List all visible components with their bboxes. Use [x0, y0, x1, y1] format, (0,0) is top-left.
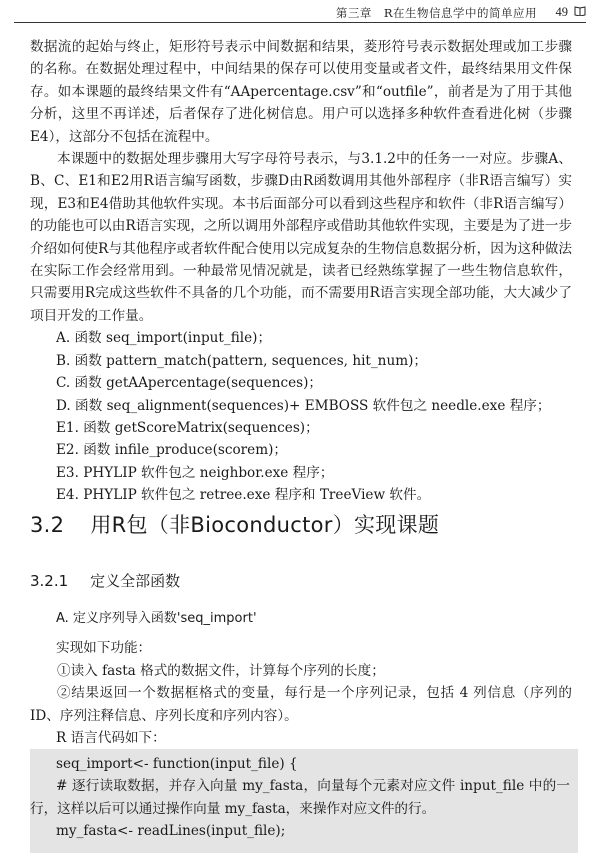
step-item: E2. 函数 infile_produce(scorem)；	[56, 442, 287, 459]
step-item: E1. 函数 getScoreMatrix(sequences)；	[56, 419, 319, 436]
step-item: E3. PHYLIP 软件包之 neighbor.exe 程序；	[56, 464, 334, 481]
function-a-section	[30, 608, 572, 749]
code-comment: # 逐行读取数据，并存入向量 my_fasta，向量每个元素对应文件 input_file 中的一行，这样以后可以通过操作向量 my_fasta，来操作对应文件的行。	[30, 778, 570, 817]
section-number: 3.2	[30, 513, 65, 537]
section-heading	[30, 509, 439, 539]
section-title: 用R包（非Bioconductor）实现课题	[90, 513, 440, 537]
function-a-intro: 实现如下功能：	[56, 640, 152, 657]
code-block	[30, 749, 578, 853]
paragraph-flow-description: 数据流的起始与终止，矩形符号表示中间数据和结果，菱形符号表示数据处理或加工步骤的名称。在数据处理过程中，中间结果的保存可以使用变量或者文件，最终结果用文件保存。如本课题的最终结果文件有“AApercentage.csv”和“outfile”，前者是为了用于其他分析，这里不再详述，后者保存了进化树信息。用户可以选择多种软件查看进化树（步骤E4），这部分不包括在流程中。	[30, 39, 572, 145]
code-label: R 语言代码如下：	[56, 730, 166, 747]
step-item: A. 函数 seq_import(input_file)；	[56, 330, 272, 347]
function-a-item: ①读入 fasta 格式的数据文件，计算每个序列的长度；	[57, 662, 385, 679]
step-list	[30, 327, 572, 506]
function-a-item: ②结果返回一个数据框格式的变量，每行是一个序列记录，包括 4 列信息（序列的 ID、序列注释信息、序列长度和序列内容）。	[30, 685, 572, 724]
chapter-title: 第三章 R在生物信息学中的简单应用	[335, 6, 537, 20]
book-icon	[574, 6, 586, 16]
step-item: E4. PHYLIP 软件包之 retree.exe 程序和 TreeView 软件。	[56, 487, 431, 504]
subsection-title: 定义全部函数	[90, 572, 181, 590]
code-line: seq_import<- function(input_file) {	[56, 756, 298, 772]
subsection-number: 3.2.1	[30, 572, 69, 590]
paragraph-steps-description: 本课题中的数据处理步骤用大写字母符号表示，与3.1.2中的任务一一对应。步骤A、B、C、E1和E2用R语言编写函数，步骤D由R函数调用其他外部程序（非R语言编写）实现，E3和E4借助其他软件实现。本书后面部分可以看到这些程序和软件（非R语言编写）的功能也可以由R语言实现，之所以调用外部程序或借助其他软件实现，主要是为了进一步介绍如何使R与其他程序或者软件配合使用以完成复杂的生物信息数据分析，因为这种做法在实际工作会经常用到。一种最常见情况就是，读者已经熟练掌握了一些生物信息软件，只需要用R完成这些软件不具备的几个功能，而不需要用R语言实现全部功能，大大减少了项目开发的工作量。	[30, 151, 572, 324]
code-line: my_fasta<- readLines(input_file);	[56, 823, 286, 840]
body-text	[30, 36, 572, 507]
step-item: B. 函数 pattern_match(pattern, sequences, hit_num)；	[56, 352, 427, 369]
step-item: C. 函数 getAApercentage(sequences)；	[56, 375, 322, 392]
subsection-heading	[30, 570, 180, 591]
step-item: D. 函数 seq_alignment(sequences)+ EMBOSS 软件包之 needle.exe 程序；	[56, 397, 551, 414]
page-number: 49	[555, 5, 568, 19]
header-rule	[14, 22, 586, 23]
function-a-title: A. 定义序列导入函数'seq_import'	[56, 611, 257, 626]
page-header	[0, 0, 600, 22]
